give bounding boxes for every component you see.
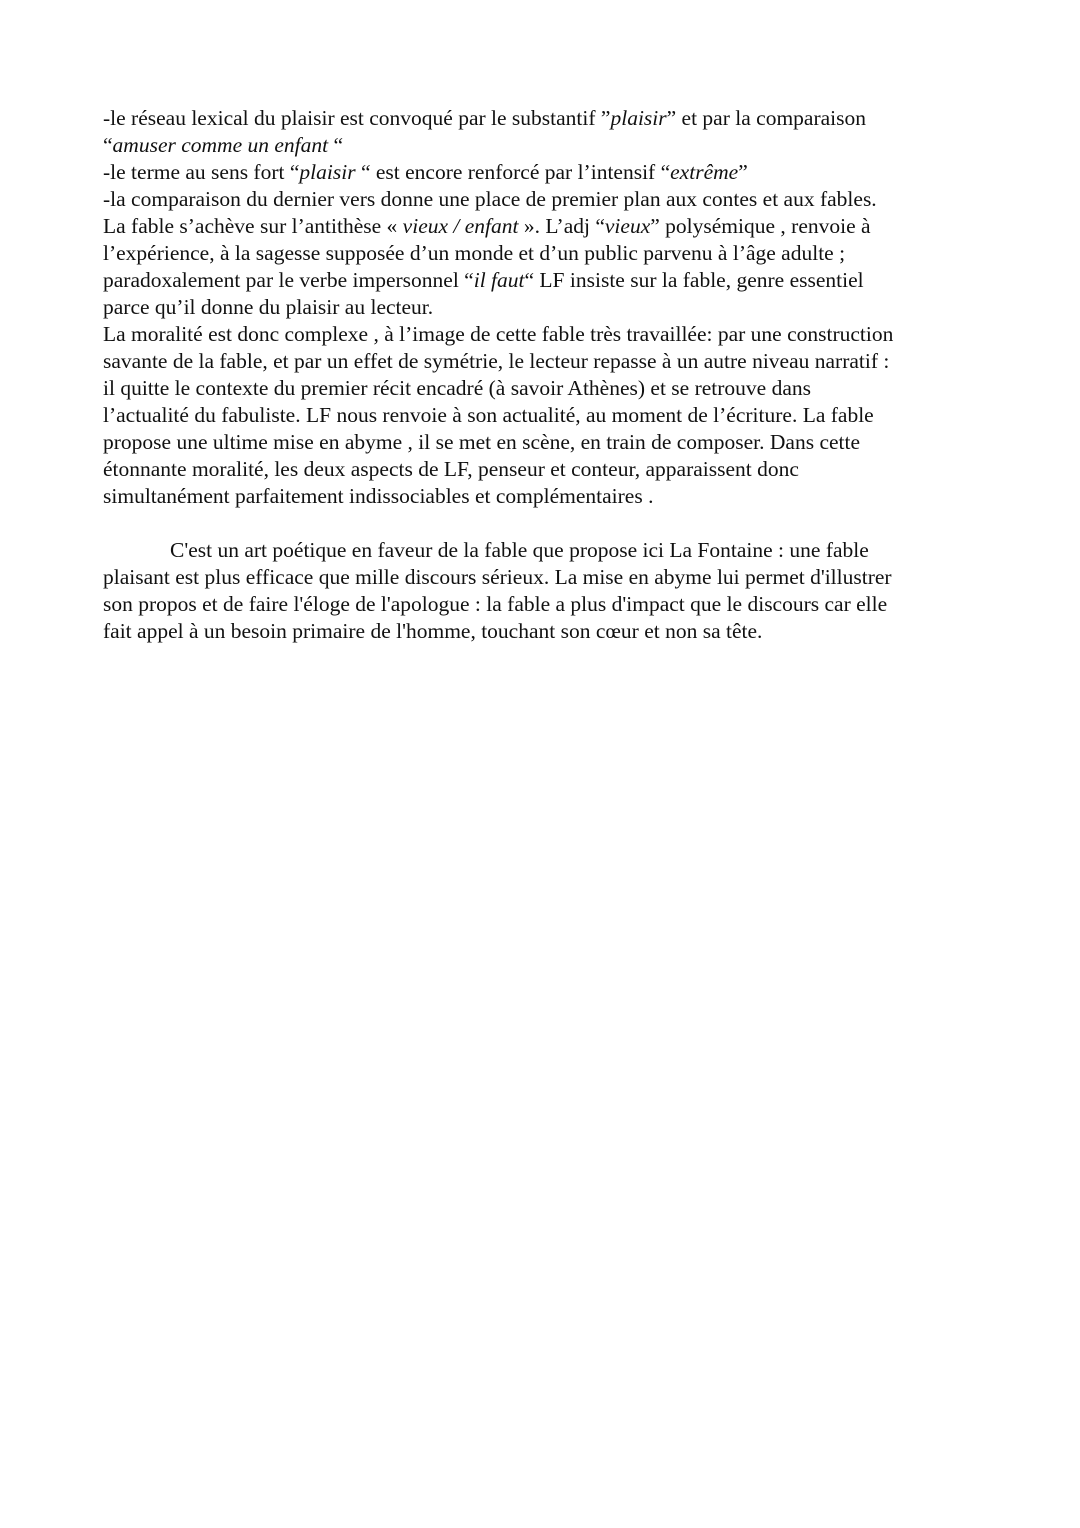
text-run: son propos et de faire l'éloge de l'apologue : la fable a plus d'impact que le discours car elle [103, 592, 888, 616]
quoted-term: vieux / enfant [402, 214, 519, 238]
text-line [103, 375, 983, 402]
text-run: “ [103, 133, 113, 157]
text-run: “ LF insiste sur la fable, genre essentiel [524, 268, 864, 292]
quoted-term: il faut [473, 268, 525, 292]
quoted-term: plaisir [299, 160, 356, 184]
text-line [103, 186, 983, 213]
text-run: simultanément parfaitement indissociables et complémentaires . [103, 484, 654, 508]
text-run: ” polysémique , renvoie à [650, 214, 871, 238]
document-body [103, 105, 983, 645]
text-line [103, 591, 983, 618]
text-run: “ [333, 133, 344, 157]
text-run: il quitte le contexte du premier récit encadré (à savoir Athènes) et se retrouve dans [103, 376, 812, 400]
text-run: ». L’adj “ [518, 214, 605, 238]
text-run: propose une ultime mise en abyme , il se met en scène, en train de composer. Dans cette [103, 430, 861, 454]
conclusion-paragraph [103, 537, 983, 645]
text-line [103, 321, 983, 348]
text-run: l’expérience, à la sagesse supposée d’un monde et d’un public parvenu à l’âge adulte ; [103, 241, 846, 265]
paragraph-gap [103, 510, 983, 537]
text-run: -le terme au sens fort “ [103, 160, 300, 184]
text-line [103, 132, 983, 159]
text-line [103, 483, 983, 510]
quoted-term: amuser comme un enfant [112, 133, 334, 157]
text-run: plaisant est plus efficace que mille discours sérieux. La mise en abyme lui permet d'illustrer [103, 565, 892, 589]
text-run: -le réseau lexical du plaisir est convoqué par le substantif ” [103, 106, 611, 130]
quoted-term: vieux [604, 214, 651, 238]
text-line [103, 213, 983, 240]
text-run: paradoxalement par le verbe impersonnel “ [103, 268, 474, 292]
text-run: parce qu’il donne du plaisir au lecteur. [103, 295, 434, 319]
text-line [103, 537, 983, 564]
text-line [103, 159, 983, 186]
quoted-term: extrême [670, 160, 739, 184]
text-line [103, 348, 983, 375]
text-run: C'est un art poétique en faveur de la fable que propose ici La Fontaine : une fable [170, 538, 869, 562]
text-run: savante de la fable, et par un effet de symétrie, le lecteur repasse à un autre niveau narratif : [103, 349, 890, 373]
text-line [103, 240, 983, 267]
text-line [103, 618, 983, 645]
text-line [103, 429, 983, 456]
text-line [103, 267, 983, 294]
text-run: l’actualité du fabuliste. LF nous renvoie à son actualité, au moment de l’écriture. La fable [103, 403, 874, 427]
text-line [103, 402, 983, 429]
text-run: -la comparaison du dernier vers donne une place de premier plan aux contes et aux fables. [103, 187, 877, 211]
text-run: ” [738, 160, 748, 184]
quoted-term: plaisir [610, 106, 667, 130]
text-run: La moralité est donc complexe , à l’image de cette fable très travaillée: par une construction [103, 322, 894, 346]
text-run: fait appel à un besoin primaire de l'homme, touchant son cœur et non sa tête. [103, 619, 763, 643]
text-run: La fable s’achève sur l’antithèse « [103, 214, 403, 238]
text-run: étonnante moralité, les deux aspects de LF, penseur et conteur, apparaissent donc [103, 457, 799, 481]
text-line [103, 564, 983, 591]
analysis-paragraph [103, 105, 983, 510]
text-run: ” et par la comparaison [666, 106, 867, 130]
text-line [103, 294, 983, 321]
text-line [103, 105, 983, 132]
text-line [103, 456, 983, 483]
text-run: “ est encore renforcé par l’intensif “ [355, 160, 671, 184]
